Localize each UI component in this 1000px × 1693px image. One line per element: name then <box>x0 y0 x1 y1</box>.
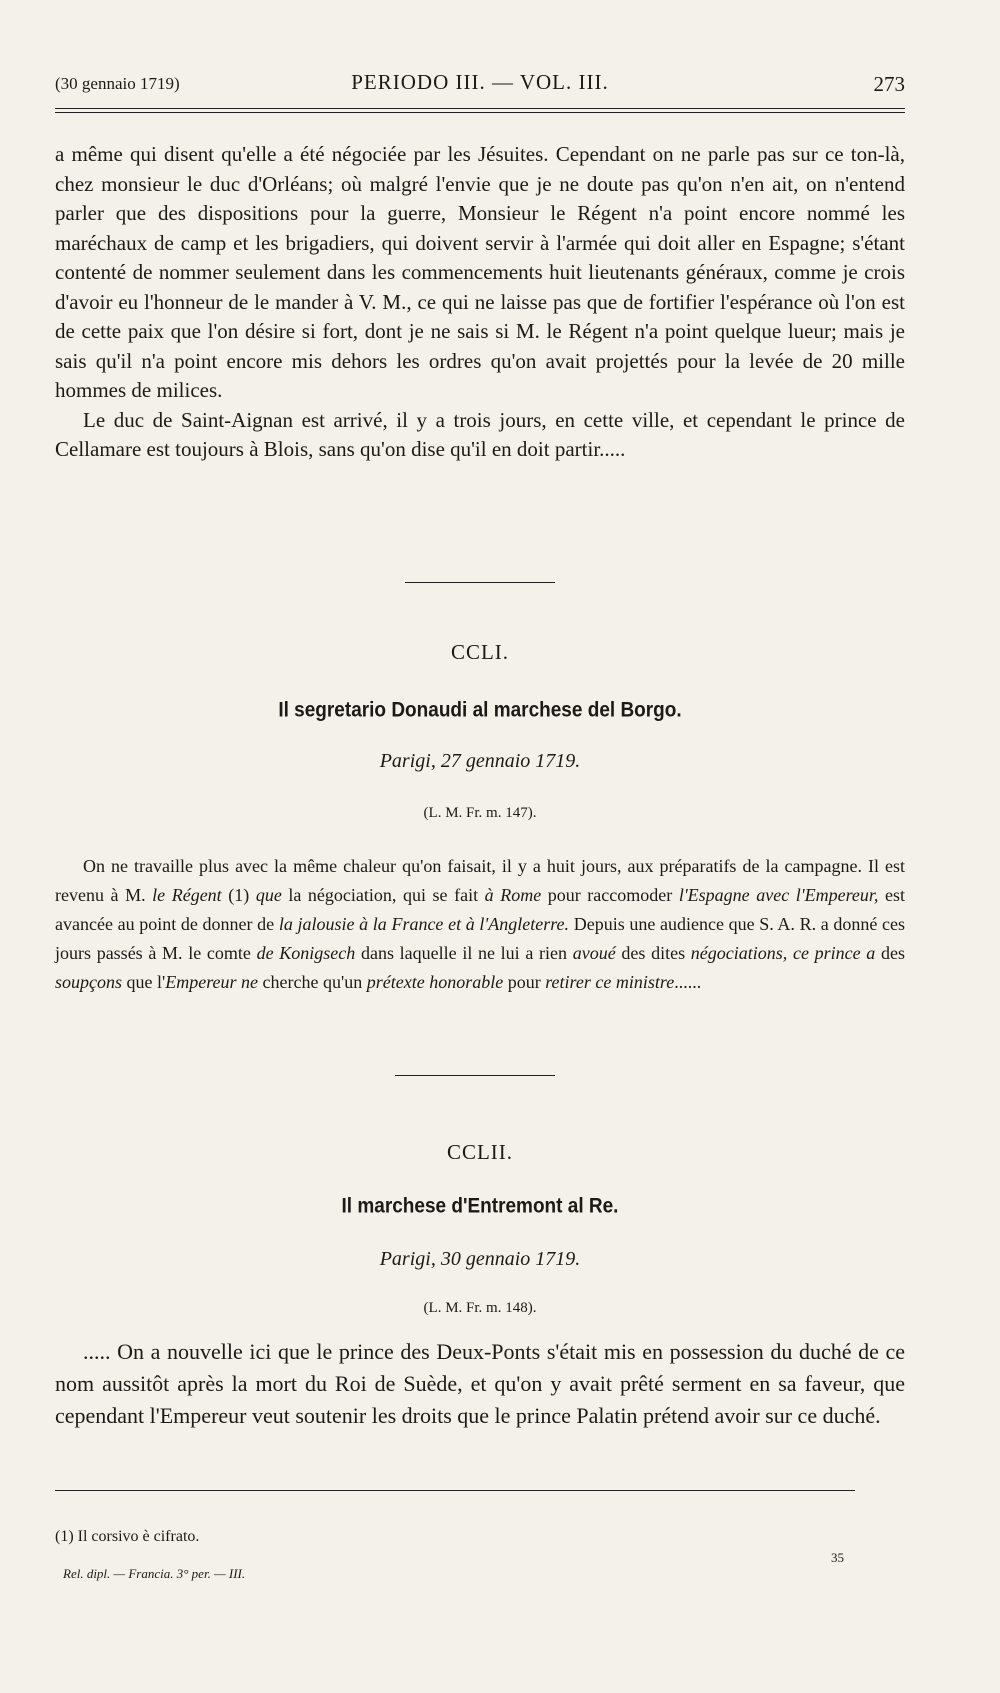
text-segment: pour <box>503 972 546 992</box>
header-rule <box>55 108 905 109</box>
text-segment: Depuis une audience que S. A. R. a donné ces jours passés à M. le comte <box>55 914 906 963</box>
ciphered-text: retirer ce ministre <box>545 972 675 992</box>
footnote-rule <box>55 1490 855 1491</box>
section-divider <box>405 582 555 583</box>
document-number: CCLII. <box>446 1140 514 1164</box>
letter-continuation <box>55 140 905 465</box>
paragraph: ..... On a nouvelle ici que le prince des Deux-Ponts s'était mis en possession du duché de ce nom aussitôt après la mort du Roi de Suède, et qu'on y avait prêté serment en sa faveur, que cependant l'Empereur veut soutenir les droits que le prince Palatin prétend avoir sur ce duché. <box>55 1339 905 1428</box>
text-segment: est avancée au point de donner de <box>55 885 905 934</box>
footnote: (1) Il corsivo è cifrato. <box>55 1528 200 1545</box>
text-segment: des dites <box>615 943 691 963</box>
text-segment: pour raccomoder <box>541 885 679 905</box>
letter-body <box>55 852 905 997</box>
paragraph <box>55 852 905 997</box>
document-source: (L. M. Fr. m. 148). <box>423 1300 537 1316</box>
running-head <box>55 70 905 100</box>
ciphered-text: négociations, ce prince a <box>690 943 876 963</box>
letter-body <box>55 1336 905 1432</box>
text-segment: ...... <box>674 972 702 992</box>
paragraph: Le duc de Saint-Aignan est arrivé, il y a trois jours, en cette ville, et cependant le prince de Cellamare est toujours à Blois, sans qu'on dise qu'il en doit partir..... <box>55 407 905 461</box>
ciphered-text: le Régent <box>152 885 222 905</box>
running-head-title: PERIODO III. — VOL. III. <box>351 70 609 94</box>
ciphered-text: que <box>255 885 282 905</box>
page-number: 273 <box>873 72 905 96</box>
ciphered-text: la jalousie à la France et à l'Angleterre. <box>278 914 570 934</box>
text-segment: la négociation, qui se fait <box>281 885 485 905</box>
document-place-date: Parigi, 27 gennaio 1719. <box>379 750 581 772</box>
ciphered-text: Empereur ne <box>165 972 259 992</box>
ciphered-text: avoué <box>572 943 616 963</box>
section-divider <box>395 1075 555 1076</box>
ciphered-text: de Konigsech <box>256 943 356 963</box>
running-head-date: (30 gennaio 1719) <box>55 74 180 93</box>
document-title: Il marchese d'Entremont al Re. <box>341 1194 619 1218</box>
text-segment: cherche qu'un <box>258 972 367 992</box>
text-segment: dans laquelle il ne lui a rien <box>355 943 573 963</box>
document-title: Il segretario Donaudi al marchese del Borgo. <box>278 698 682 722</box>
ciphered-text: prétexte honorable <box>366 972 504 992</box>
text-segment: On ne travaille plus avec la même chaleur qu'on faisait, il y a huit jours, aux préparatifs de la campagne. Il est revenu à M. <box>55 856 905 905</box>
signature-line: Rel. dipl. — Francia. 3° per. — III. <box>63 1566 246 1581</box>
ciphered-text: soupçons <box>55 972 122 992</box>
text-segment: (1) <box>221 885 256 905</box>
signature-number: 35 <box>831 1550 844 1565</box>
ciphered-text: l'Espagne avec l'Empereur, <box>678 885 879 905</box>
text-segment: des <box>875 943 905 963</box>
paragraph: a même qui disent qu'elle a été négociée par les Jésuites. Cependant on ne parle pas sur ce ton-là, chez monsieur le duc d'Orléans; où malgré l'envie que je ne doute pas qu'on n'en ait, on n'entend parler que des dispositions pour la guerre, Monsieur le Régent n'a point encore nommé les maréchaux de camp et les brigadiers, qui doivent servir à l'armée qui doit aller en Espagne; s'étant contenté de nommer seulement dans les commencements huit lieutenants généraux, comme je crois d'avoir eu l'honneur de le mander à V. M., ce qui ne laisse pas que de fortifier l'espérance où l'on est de cette paix que l'on désire si fort, dont je ne sais si M. le Régent n'a point quelque lueur; mais je sais qu'il n'a point encore mis dehors les ordres qu'on avait projettés pour la levée de 20 mille hommes de milices. <box>55 142 905 402</box>
document-source: (L. M. Fr. m. 147). <box>423 805 537 821</box>
document-number: CCLI. <box>450 640 510 664</box>
text-segment: que l' <box>122 972 166 992</box>
header-rule-double <box>55 112 905 113</box>
document-place-date: Parigi, 30 gennaio 1719. <box>379 1248 581 1270</box>
ciphered-text: à Rome <box>484 885 542 905</box>
